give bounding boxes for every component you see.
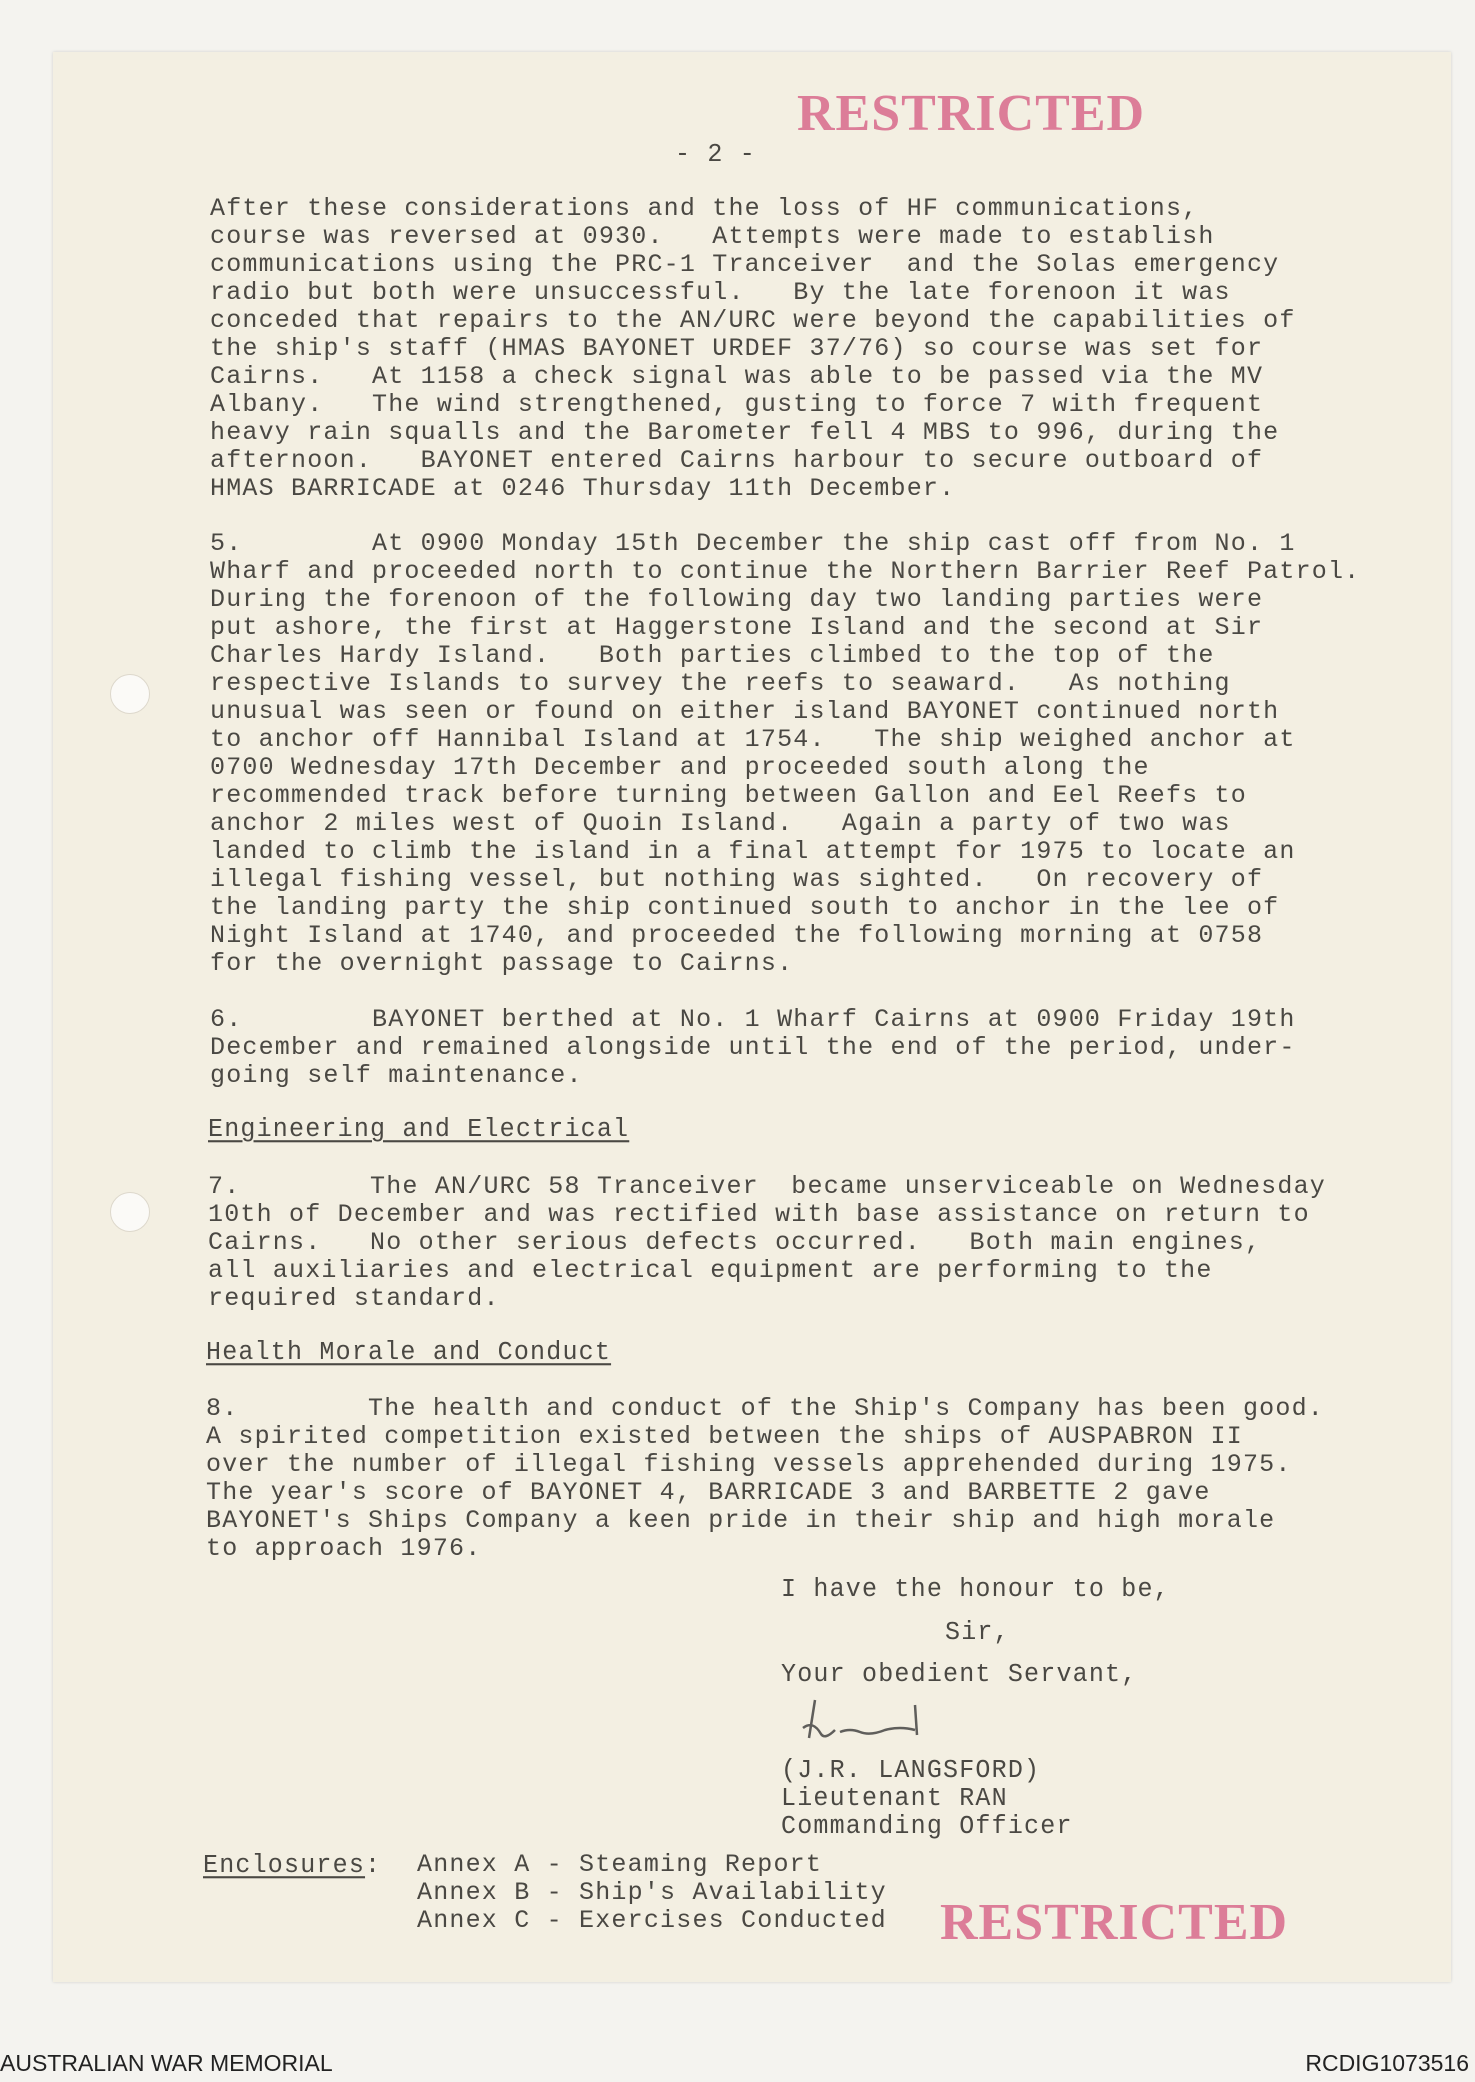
enclosures-label [203,1851,381,1880]
text-line: A spirited competition existed between the ships of AUSPABRON II [206,1422,1243,1451]
closing-line-1: I have the honour to be, [781,1573,1170,1605]
text-line: radio but both were unsuccessful. By the late forenoon it was [210,278,1231,307]
heading-engineering: Engineering and Electrical [208,1113,630,1145]
text-line: put ashore, the first at Haggerstone Island and the second at Sir [210,613,1264,642]
text-line: over the number of illegal fishing vessels apprehended during 1975. [206,1450,1292,1479]
text-line: 10th of December and was rectified with base assistance on return to [208,1200,1310,1229]
text-line: conceded that repairs to the AN/URC were beyond the capabilities of [210,306,1296,335]
text-line: landed to climb the island in a final attempt for 1975 to locate an [210,837,1296,866]
paragraph-6 [210,1006,1296,1090]
text-line: illegal fishing vessel, but nothing was sighted. On recovery of [210,865,1264,894]
text-line: Wharf and proceeded north to continue the Northern Barrier Reef Patrol. [210,557,1361,586]
text-line: anchor 2 miles west of Quoin Island. Again a party of two was [210,809,1231,838]
text-line: heavy rain squalls and the Barometer fell 4 MBS to 996, during the [210,418,1280,447]
page-number: - 2 - [675,138,757,170]
text-line: 6. BAYONET berthed at No. 1 Wharf Cairns at 0900 Friday 19th [210,1005,1296,1034]
text-line: unusual was seen or found on either island BAYONET continued north [210,697,1280,726]
text-line: the landing party the ship continued south to anchor in the lee of [210,893,1280,922]
text-line: After these considerations and the loss of HF communications, [210,194,1199,223]
restricted-stamp-bottom: RESTRICTED [940,1894,1289,1951]
text-line: HMAS BARRICADE at 0246 Thursday 11th December. [210,474,956,503]
text-line: The year's score of BAYONET 4, BARRICADE 3 and BARBETTE 2 gave [206,1478,1211,1507]
enclosures-list [417,1851,887,1935]
signatory-role: Commanding Officer [781,1810,1073,1842]
text-line: required standard. [208,1284,500,1313]
text-line: communications using the PRC-1 Tranceiver and the Solas emergency [210,250,1280,279]
punch-hole [110,1192,150,1232]
paragraph-8 [206,1395,1324,1563]
text-line: 8. The health and conduct of the Ship's Company has been good. [206,1394,1324,1423]
signatory-rank: Lieutenant RAN [781,1782,1008,1814]
footer-source: AUSTRALIAN WAR MEMORIAL [0,2050,333,2076]
text-line: BAYONET's Ships Company a keen pride in their ship and high morale [206,1506,1276,1535]
text-line: Night Island at 1740, and proceeded the following morning at 0758 [210,921,1264,950]
text-line: afternoon. BAYONET entered Cairns harbour to secure outboard of [210,446,1264,475]
text-line: respective Islands to survey the reefs to seaward. As nothing [210,669,1231,698]
text-line: Albany. The wind strengthened, gusting to force 7 with frequent [210,390,1264,419]
signatory-name: (J.R. LANGSFORD) [781,1754,1041,1786]
text-line: Cairns. At 1158 a check signal was able to be passed via the MV [210,362,1264,391]
text-line: Cairns. No other serious defects occurred. Both main engines, [208,1228,1262,1257]
text-line: course was reversed at 0930. Attempts were made to establish [210,222,1215,251]
text-line: the ship's staff (HMAS BAYONET URDEF 37/76) so course was set for [210,334,1264,363]
enclosures-label-text: Enclosures [203,1849,366,1881]
text-line: December and remained alongside until the end of the period, under- [210,1033,1296,1062]
signature [795,1690,975,1750]
closing-line-2: Sir, [945,1616,1010,1648]
paragraph-7 [208,1173,1326,1313]
punch-hole [110,674,150,714]
text-line: all auxiliaries and electrical equipment are performing to the [208,1256,1213,1285]
text-line: 0700 Wednesday 17th December and proceeded south along the [210,753,1150,782]
text-line: Annex C - Exercises Conducted [417,1906,887,1935]
text-line: Annex B - Ship's Availability [417,1878,887,1907]
text-line: During the forenoon of the following day two landing parties were [210,585,1264,614]
text-line: for the overnight passage to Cairns. [210,949,794,978]
paragraph-5 [210,530,1360,978]
closing-line-3: Your obedient Servant, [781,1658,1138,1690]
text-line: Annex A - Steaming Report [417,1850,823,1879]
text-line: to approach 1976. [206,1534,482,1563]
paragraph-intro [210,195,1296,503]
text-line: Charles Hardy Island. Both parties climbed to the top of the [210,641,1215,670]
text-line: recommended track before turning between Gallon and Eel Reefs to [210,781,1247,810]
text-line: 7. The AN/URC 58 Tranceiver became unserviceable on Wednesday [208,1172,1326,1201]
text-line: to anchor off Hannibal Island at 1754. The ship weighed anchor at [210,725,1296,754]
enclosures-colon: : [365,1849,382,1881]
text-line: going self maintenance. [210,1061,583,1090]
footer-id: RCDIG1073516 [1305,2050,1469,2076]
heading-health: Health Morale and Conduct [206,1336,612,1368]
text-line: 5. At 0900 Monday 15th December the ship cast off from No. 1 [210,529,1296,558]
restricted-stamp-top: RESTRICTED [797,85,1146,142]
